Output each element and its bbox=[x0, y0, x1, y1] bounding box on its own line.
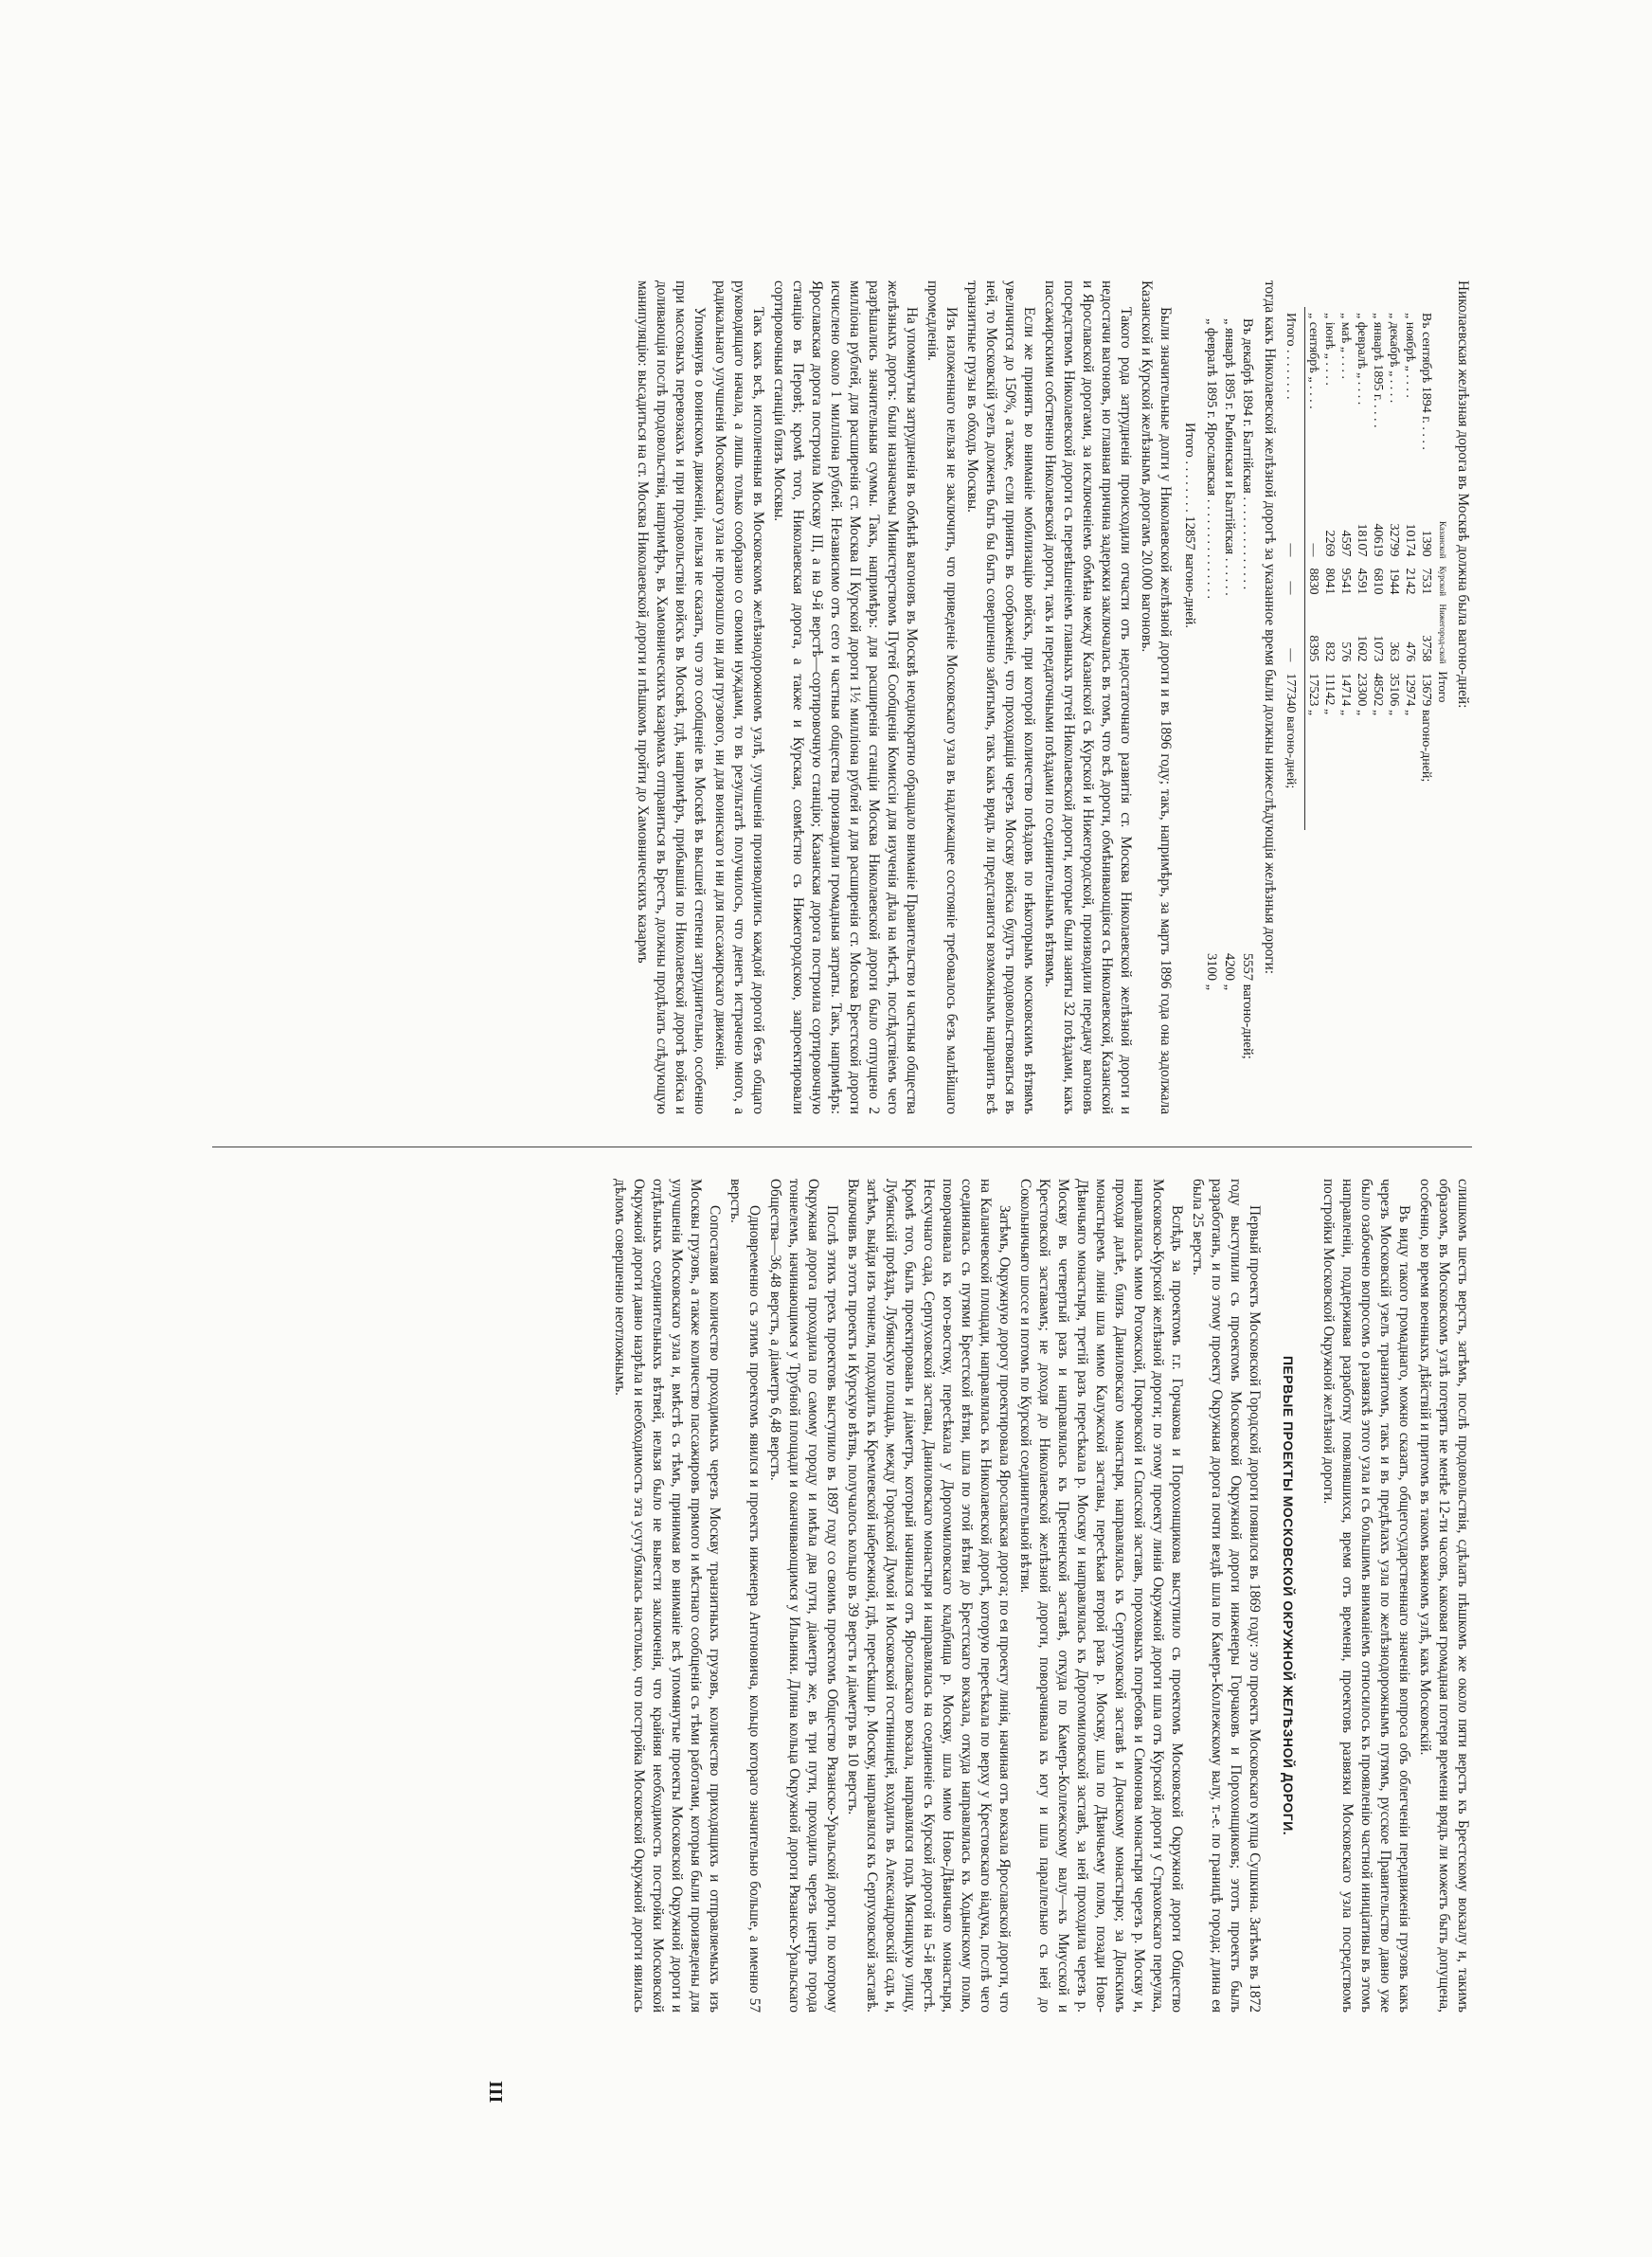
paragraph: Были значительные долги у Николаевской желѣзной дороги и въ 1896 году; такъ, напримѣръ, за мартъ 1896 года она задолжала Казанской и Курской желѣзнымъ дорогамъ 20.000 вагоновъ. bbox=[1139, 280, 1174, 1114]
table-row: „ маѣ „ . . . . 4597 9541 576 14714 „ bbox=[1338, 313, 1353, 716]
paragraph: Если же принять во вниманіе мобилизацію войскъ, при которой количество поѣздовъ по нѣкоторымъ московскимъ вѣтвямъ увеличится до 150%, а также, если принять въ соображеніе, что проходящія черезъ Москву войска будутъ продовольствоваться въ ней, то Московскій узелъ долженъ быть бы быть совершенно забитымъ, такъ какъ врядъ ли представится возможнымъ направить всѣ транзитные грузы въ обходъ Москвы. bbox=[964, 280, 1037, 1114]
col-kazan: Казанской bbox=[1438, 521, 1447, 559]
table-row: „ іюнѣ „ . . . . 2269 8041 832 11142 „ bbox=[1322, 313, 1337, 715]
paragraph: слишкомъ шесть верстъ, затѣмъ, послѣ продовольствія, сдѣлать пѣшкомъ же около пяти верстъ къ Брестскому вокзалу и, такимъ образомъ, въ Московскомъ узлѣ потерять не менѣе 12-ти часовъ, каковая громадная потеря времени врядъ ли можетъ быть допущена, особенно, во время военныхъ дѣйствій и притомъ въ такомъ важномъ узлѣ, какъ Московскій. bbox=[1417, 1179, 1471, 2013]
debtor-list bbox=[1180, 318, 1256, 1114]
paragraph: Въ виду такого громаднаго, можно сказать, общегосударственнаго значенія вопроса объ облегченіи передвиженія грузовъ какъ черезъ Московскій узелъ транзитомъ, такъ и въ предѣлахъ узла по желѣзнодорожнымъ путямъ, русское Правительство давно уже было озабочено вопросомъ о развязкѣ этого узла и съ большимъ вниманіемъ относилось къ проявленію частной иниціативы въ этомъ направленіи, поддерживая разработку появлявшихся, время отъ времени, проектовъ развязки Московскаго узла посредствомъ постройки Московской Окружной желѣзной дороги. bbox=[1320, 1179, 1412, 2013]
list-item: „ февралѣ 1895 г. Ярославская . . . . . . . . . . . . . . . 3100 „ bbox=[1204, 318, 1219, 991]
paragraph: Сопоставляя количество проходимыхъ черезъ Москву транзитныхъ грузовъ, количество приходящихъ и отправляемыхъ изъ Москвы грузовъ, а также количество пассажировъ прямого и мѣстнаго сообщенія съ тѣми работами, которыя были произведены для улучшенія Московскаго узла и, вмѣстѣ съ тѣмъ, принимая во вниманіе всѣ упомянутые проекты Московской Окружной дороги и отдѣльныхъ соединительныхъ вѣтвей, нельзя было не вывести заключенія, что крайняя необходимость постройки Московской Окружной дороги давно назрѣла и необходимость эта усугублялась настолько, что постройка Московской Окружной дороги явилась дѣломъ совершенно неотложнымъ. bbox=[612, 1179, 723, 2013]
table-row: „ сентябрѣ „ . . . . — 8830 8395 17523 „ bbox=[1306, 313, 1320, 716]
table-row: „ февралѣ „ . . . . 18107 4591 1602 23300 „ bbox=[1355, 313, 1369, 716]
table-total-row: Итого . . . . . . . . — — — 177340 вагоно-дней; bbox=[1283, 307, 1305, 830]
left-column bbox=[212, 280, 1472, 1114]
page-number: III bbox=[485, 2081, 506, 2104]
table-row: „ декабрѣ „ . . . . 32799 1944 363 35106 „ bbox=[1387, 313, 1401, 716]
list-total: Итого . . . . . . . . 12857 вагоно-дней. bbox=[1182, 423, 1197, 628]
list-item: Въ декабрѣ 1894 г. Балтійская . . . . . . . . . . . . . . 5557 вагоно-дней; bbox=[1240, 318, 1255, 1059]
paragraph: Затѣмъ, Окружную дорогу проектировала Ярославская дорога; по ея проекту линія, начиная отъ вокзала Ярославской дороги, что на Каланчевской площади, направлялась къ Николаевской дорогѣ, которую пересѣкала по верху у Крестовскаго віадука, послѣ чего соединялась съ путями Брестской вѣтви, шла по этой вѣтви до Брестскаго вокзала, откуда направлялась къ Ходынскому полю, поворачивала къ юго-востоку, пересѣкала у Дорогомиловскаго кладбища р. Москву, шла мимо Ново-Дѣвичьяго монастыря, Нескучнаго сада, Серпуховской заставы, Даниловскаго монастыря и направлялась на соединеніе съ Курской дорогой на 5-й верстѣ. Кромѣ того, былъ проектированъ и діаметръ, который начинался отъ Ярославскаго вокзала, направлялся подъ Мясницкую улицу, Лубянскій проѣздъ, Лубянскую площадь, между Городской Думой и Московской гостинницей, входилъ въ Александровскій садъ и, затѣмъ, выйдя изъ тоннеля, подходилъ къ Кремлевской набережной, гдѣ, пересѣкши р. Москву, направлялся къ Серпуховской заставѣ. Включивъ въ этотъ проектъ и Курскую вѣтвь, получалось кольцо въ 39 верстъ и діаметръ въ 10 верстъ. bbox=[845, 1179, 1013, 2013]
paragraph: На упомянутыя затрудненія въ обмѣнѣ вагоновъ въ Москвѣ неоднократно обращало вниманіе Правительство и частныя общества желѣзныхъ дорогъ: были назначаемы Министерствомъ Путей Сообщенія Комиссіи для изученія дѣла на мѣстѣ, послѣдствіемъ чего разрѣшались значительныя суммы. Такъ, напримѣръ: для расширенія станціи Москва Николаевской дороги было отпущено 2 милліона рублей, для расширенія ст. Москва II Курской дороги 1½ милліона рублей и для расширенія ст. Москва Брестской дороги исчислено около 1 милліона рублей. Независимо отъ сего и частныя общества производили громадныя затраты. Такъ, напримѣръ: Ярославская дорога построила Москву III, а на 9-й верстѣ—сортировочную станцію; Казанская дорога построила сортировочную станцію въ Перовѣ; кромѣ того, Николаевская дорога, а также и Курская, совмѣстно съ Нижегородскою, запроектировали сортировочныя станціи близъ Москвы. bbox=[771, 280, 920, 1114]
page-frame bbox=[212, 280, 1472, 2104]
table-row: „ ноябрѣ „ . . . . 10174 2142 476 12974 „ bbox=[1403, 313, 1417, 716]
list-item: „ январѣ 1895 г. Рыбинская и Балтійская . . . . . . 4200 „ bbox=[1222, 318, 1237, 991]
table-header-row bbox=[1434, 307, 1447, 830]
paragraph: Такъ какъ всѣ, исполненныя въ Московскомъ желѣзнодорожномъ узлѣ, улучшенія производились каждой дорогой безъ общаго руководящаго начала, а лишь только сообразно со своими нуждами, то въ результатѣ получилось, что денегъ истрачено много, а радикальнаго улучшенія Московскаго узла не произошло ни для грузового, ни для воинскаго и ни для пассажирскаго движенія. bbox=[712, 280, 766, 1114]
paragraph: Вслѣдъ за проектомъ г.г. Горчакова и Порохонщикова выступило съ проектомъ Московской Окружной дороги Общество Московско-Курской желѣзной дороги; по этому проекту линія Окружной дороги шла отъ Курской дороги у Страховскаго переулка, направлялась мимо Рогожской, Покровской и Спасской заставъ, пороховыхъ погребовъ и Симонова монастыря черезъ р. Москву и, проходя далѣе, близъ Даниловскаго монастыря, направлялась къ Серпуховской заставѣ и Донскому монастырю; за Донскимъ монастыремъ линія шла мимо Калужской заставы, пересѣкая второй разъ р. Москву, шла по Дѣвичьему полю, позади Ново-Дѣвичьяго монастыря, третій разъ пересѣкала р. Москву и направлялась къ Дорогомиловской заставѣ, за ней проходила черезъ р. Москву въ четвертый разъ и направлялась къ Пресненской заставѣ, откуда по Камеръ-Коллежскому валу—къ Миусской и Крестовской заставамъ; не доходя до Николаевской желѣзной дороги, поворачивала къ югу и шла параллельно съ ней до Сокольничьяго шоссе и потомъ по Курской соединительной вѣтви. bbox=[1017, 1179, 1185, 2013]
paragraph: Одновременно съ этимъ проектомъ явился и проектъ инженера Антоновича, кольцо котораго значительно больше, а именно 57 верстъ. bbox=[727, 1179, 763, 2013]
table-row: Въ сентябрѣ 1894 г. . . . . 1390 7531 3758 13679 вагоно-дней; bbox=[1419, 313, 1433, 783]
table-intro: Николаевская желѣзная дорога въ Москвѣ должна была вагоно-дней: bbox=[1455, 280, 1471, 709]
section-heading: ПЕРВЫЕ ПРОЕКТЫ МОСКОВСКОЙ ОКРУЖНОЙ ЖЕЛѢЗНОЙ ДОРОГИ. bbox=[1281, 1355, 1296, 1836]
col-kursk: Курской bbox=[1438, 566, 1447, 597]
paragraph: Первый проектъ Московской Городской дороги появился въ 1869 году: это проектъ Московскаго купца Сушкина. Затѣмъ въ 1872 году выступили съ проектомъ Московской Окружной дороги инженеры Горчаковъ и Порохонщиковъ; этотъ проектъ былъ разработанъ, и по этому проекту Окружная дорога почти вездѣ шла по Камеръ-Коллежскому валу, т.-е. по границѣ города; длина ея была 25 верстъ. bbox=[1190, 1179, 1263, 2013]
paragraph: Такого рода затрудненія происходили отчасти отъ недостаточнаго развитія ст. Москва Николаевской желѣзной дороги и недостачи вагоновъ, но главная причина задержки заключалась въ томъ, что всѣ дороги, обмѣнивающіяся съ Николаевской, Казанской и Ярославской дорогами, за исключеніемъ обмѣна между Казанской съ Курской и Нижегородской, производили передачу вагоновъ посредствомъ Николаевской дороги съ перевѣшеніемъ главныхъ путей Николаевской дороги, которые были заняты 32 поѣздами, какъ пассажирскими собственно Николаевской дороги, такъ и передаточными поѣздами по соединительнымъ вѣтвямъ. bbox=[1042, 280, 1134, 1114]
monthly-debt-table bbox=[1283, 307, 1450, 830]
col-nizhny: Нижегород-ской bbox=[1438, 604, 1447, 664]
paragraph: тогда какъ Николаевской желѣзной дорогѣ за указанное время были должны нижеслѣдующія желѣзныя дороги: bbox=[1262, 280, 1278, 974]
paragraph: Упомянувъ о воинскомъ движеніи, нельзя не сказать, что это сообщеніе въ Москвѣ въ высшей степени затруднительно, особенно при массовыхъ перевозкахъ и при продовольствіи войскъ въ Москвѣ, гдѣ, напримѣръ, прибывшія по Николаевской дорогѣ войска и доливающія послѣ продовольствія, напримѣръ, въ Хамовническихъ казармахъ отправиться въ Брестъ, должны продѣлать слѣдующую манипуляцію: высадиться на ст. Москва Николаевской дороги и пѣшкомъ пройти до Хамовническихъ казармъ bbox=[635, 280, 708, 1114]
paragraph: Послѣ этихъ трехъ проектовъ выступило въ 1897 году со своимъ проектомъ Общество Рязанско-Уральской дороги, по которому Окружная дорога проходила по самому городу и имѣла два пути, діаметръ же, въ три пути, проходилъ черезъ центръ города тоннелемъ, начинающимся у Трубной площади и оканчивающимся у Ильинки. Длина кольца Окружной дороги Рязанско-Уральскаго Общества—36,48 верстъ, а діаметръ 6,48 верстъ. bbox=[767, 1179, 840, 2013]
paragraph: Изъ изложеннаго нельзя не заключить, что приведеніе Московскаго узла въ надлежащее состояніе требовалось безъ малѣйшаго промедленія. bbox=[925, 280, 960, 1114]
col-total: Итого bbox=[1436, 671, 1450, 703]
table-row: „ январѣ 1895 г. . . . . 40619 6810 1073 48502 „ bbox=[1371, 313, 1385, 716]
right-column bbox=[212, 1179, 1472, 2013]
